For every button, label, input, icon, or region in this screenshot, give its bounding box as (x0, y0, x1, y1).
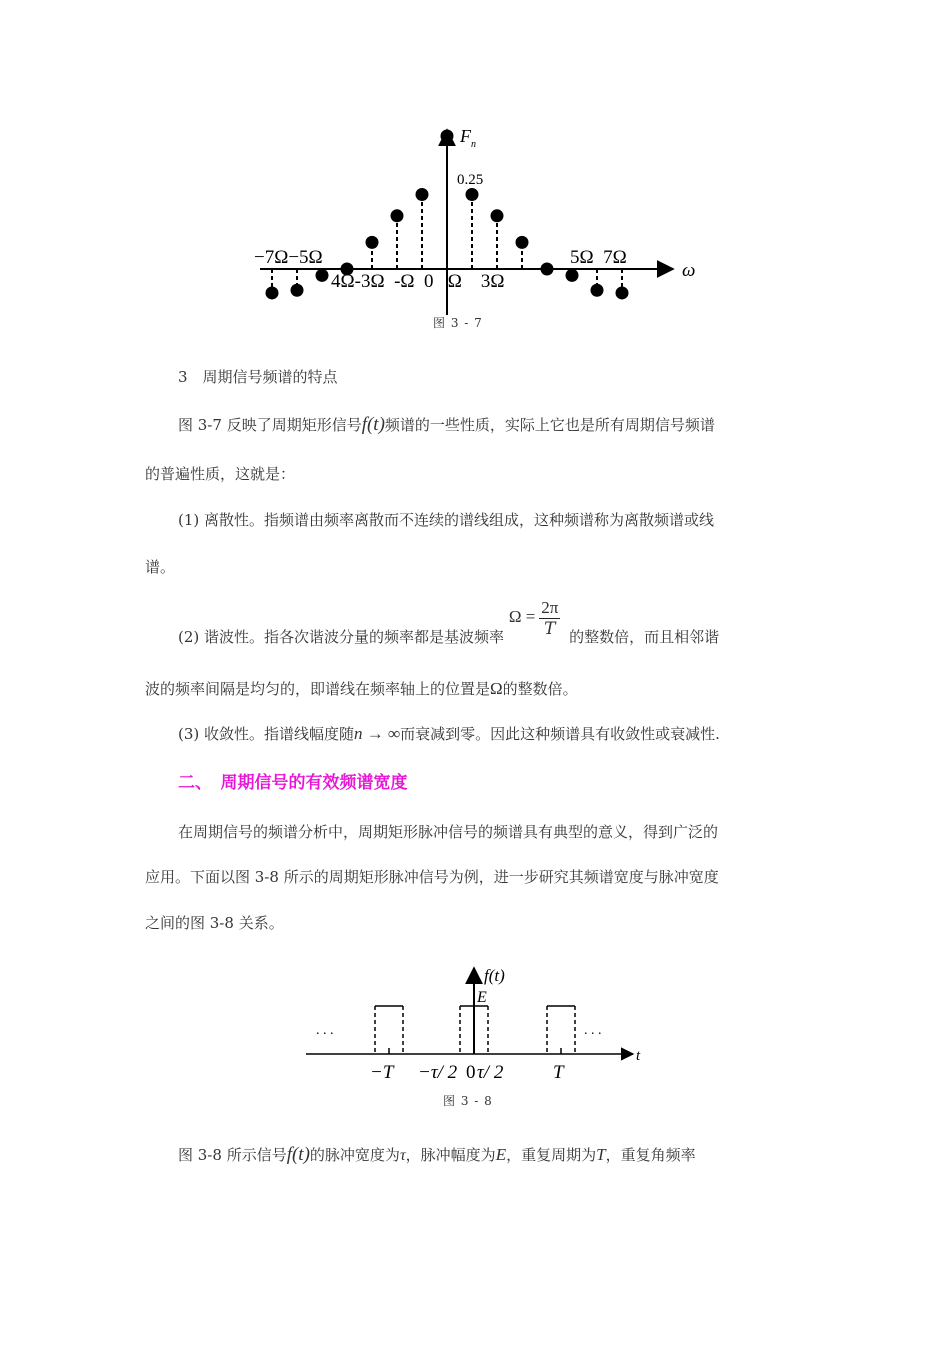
item2-line2-after: 的整数倍。 (502, 680, 578, 698)
label-neg-tau-half: −τ/ 2 (418, 1062, 458, 1083)
paragraph-3 (178, 1144, 844, 1166)
pulse-right (547, 1006, 575, 1054)
item-2-line-2 (145, 678, 811, 699)
figure-3-7 (240, 120, 720, 320)
item3-text-before: (3) 收敛性。指谱线幅度随 (178, 725, 355, 743)
t-axis-label: t (636, 1048, 641, 1064)
paragraph-1-line-2: 的普遍性质，这就是： (145, 465, 296, 483)
item3-text-after: 而衰减到零。因此这种频谱具有收敛性或衰减性. (400, 725, 720, 743)
item3-math-limit: n → ∞ (354, 724, 401, 743)
item2-line2-omega: Ω (490, 679, 503, 698)
section-3-title: 3 周期信号频谱的特点 (178, 368, 338, 386)
paragraph-2-line-2: 应用。下面以图 3-8 所示的周期矩形脉冲信号为例，进一步研究其频谱宽度与脉冲宽度 (145, 868, 719, 886)
stem-dot-4 (541, 263, 554, 276)
f-axis-label: f(t) (484, 966, 505, 985)
stem-dot--7 (266, 286, 279, 299)
item2-line2-before: 波的频率间隔是均匀的，即谱线在频率轴上的位置是 (145, 680, 491, 698)
label-T: T (553, 1062, 564, 1083)
p3-math-E: E (495, 1145, 507, 1164)
p1-text-after: 频谱的一些性质，实际上它也是所有周期信号频谱 (384, 416, 715, 434)
x-axis-label: ω (682, 260, 696, 281)
dots-right: . . . (584, 1023, 602, 1038)
stem-dot-0 (441, 130, 454, 143)
p3-math-tau: τ (399, 1147, 406, 1164)
stem-dot--6 (291, 284, 304, 297)
p3-part5: ，重复角频率 (605, 1146, 696, 1164)
item2-text-before: (2) 谐波性。指各次谐波分量的频率都是基波频率 (178, 628, 505, 646)
figure-3-8 (300, 962, 660, 1087)
label-zero: 0 (466, 1062, 476, 1083)
stem-dot-5 (566, 269, 579, 282)
p3-math-T: T (596, 1145, 606, 1164)
y-axis-label-sub: n (471, 139, 476, 150)
stem-dot-1 (466, 188, 479, 201)
y-axis-label: F (460, 126, 471, 146)
pulse-left (375, 1006, 403, 1054)
tick-labels-above-left: −7Ω−5Ω (254, 247, 323, 268)
omega-formula-lhs: Ω = (508, 607, 536, 626)
paragraph-1-line-1 (178, 414, 844, 436)
tick-labels-above-right: 5Ω 7Ω (570, 247, 627, 268)
paragraph-2-line-1: 在周期信号的频谱分析中，周期矩形脉冲信号的频谱具有典型的意义，得到广泛的 (178, 823, 719, 841)
p1-text-before: 图 3-7 反映了周期矩形信号 (178, 416, 362, 434)
dots-left: . . . (316, 1023, 334, 1038)
p3-part2: 的脉冲宽度为 (309, 1146, 400, 1164)
section-heading-2: 二、 周期信号的有效频谱宽度 (178, 773, 408, 793)
stem-dot-3 (516, 236, 529, 249)
stem-dot-7 (616, 286, 629, 299)
stem-dot--3 (366, 236, 379, 249)
stem-dot--1 (416, 188, 429, 201)
paragraph-2-line-3: 之间的图 3-8 关系。 (145, 914, 284, 932)
item-2-line-1 (178, 598, 844, 647)
label-neg-T: −T (370, 1062, 394, 1083)
p3-part4: ，重复周期为 (506, 1146, 597, 1164)
stem-dot-6 (591, 284, 604, 297)
p3-math-ft: f(t) (286, 1144, 310, 1165)
formula-numerator: 2π (541, 598, 559, 617)
amplitude-label: E (477, 989, 487, 1006)
p1-math-ft: f(t) (361, 414, 385, 435)
item2-text-after: 的整数倍，而且相邻谐 (569, 628, 720, 646)
item-1-line-2: 谱。 (145, 558, 176, 576)
peak-value-label: 0.25 (457, 172, 484, 188)
p3-part3: ，脉冲幅度为 (405, 1146, 496, 1164)
item-1-line-1: (1) 离散性。指频谱由频率离散而不连续的谱线组成，这种频谱称为离散频谱或线 (178, 511, 715, 529)
tick-labels-below: 4Ω-3Ω -Ω 0 Ω 3Ω (331, 271, 505, 292)
omega-formula-fraction (539, 598, 560, 639)
stem-dot--2 (391, 209, 404, 222)
figure-3-7-caption: 图 3 - 7 (433, 316, 483, 330)
figure-3-8-caption: 图 3 - 8 (443, 1094, 493, 1108)
item-3 (178, 723, 844, 744)
stem-dot-2 (491, 209, 504, 222)
formula-denominator: T (544, 619, 556, 639)
label-pos-tau-half: τ/ 2 (477, 1062, 504, 1083)
p3-part1: 图 3-8 所示信号 (178, 1146, 287, 1164)
stem-dot--5 (316, 269, 329, 282)
